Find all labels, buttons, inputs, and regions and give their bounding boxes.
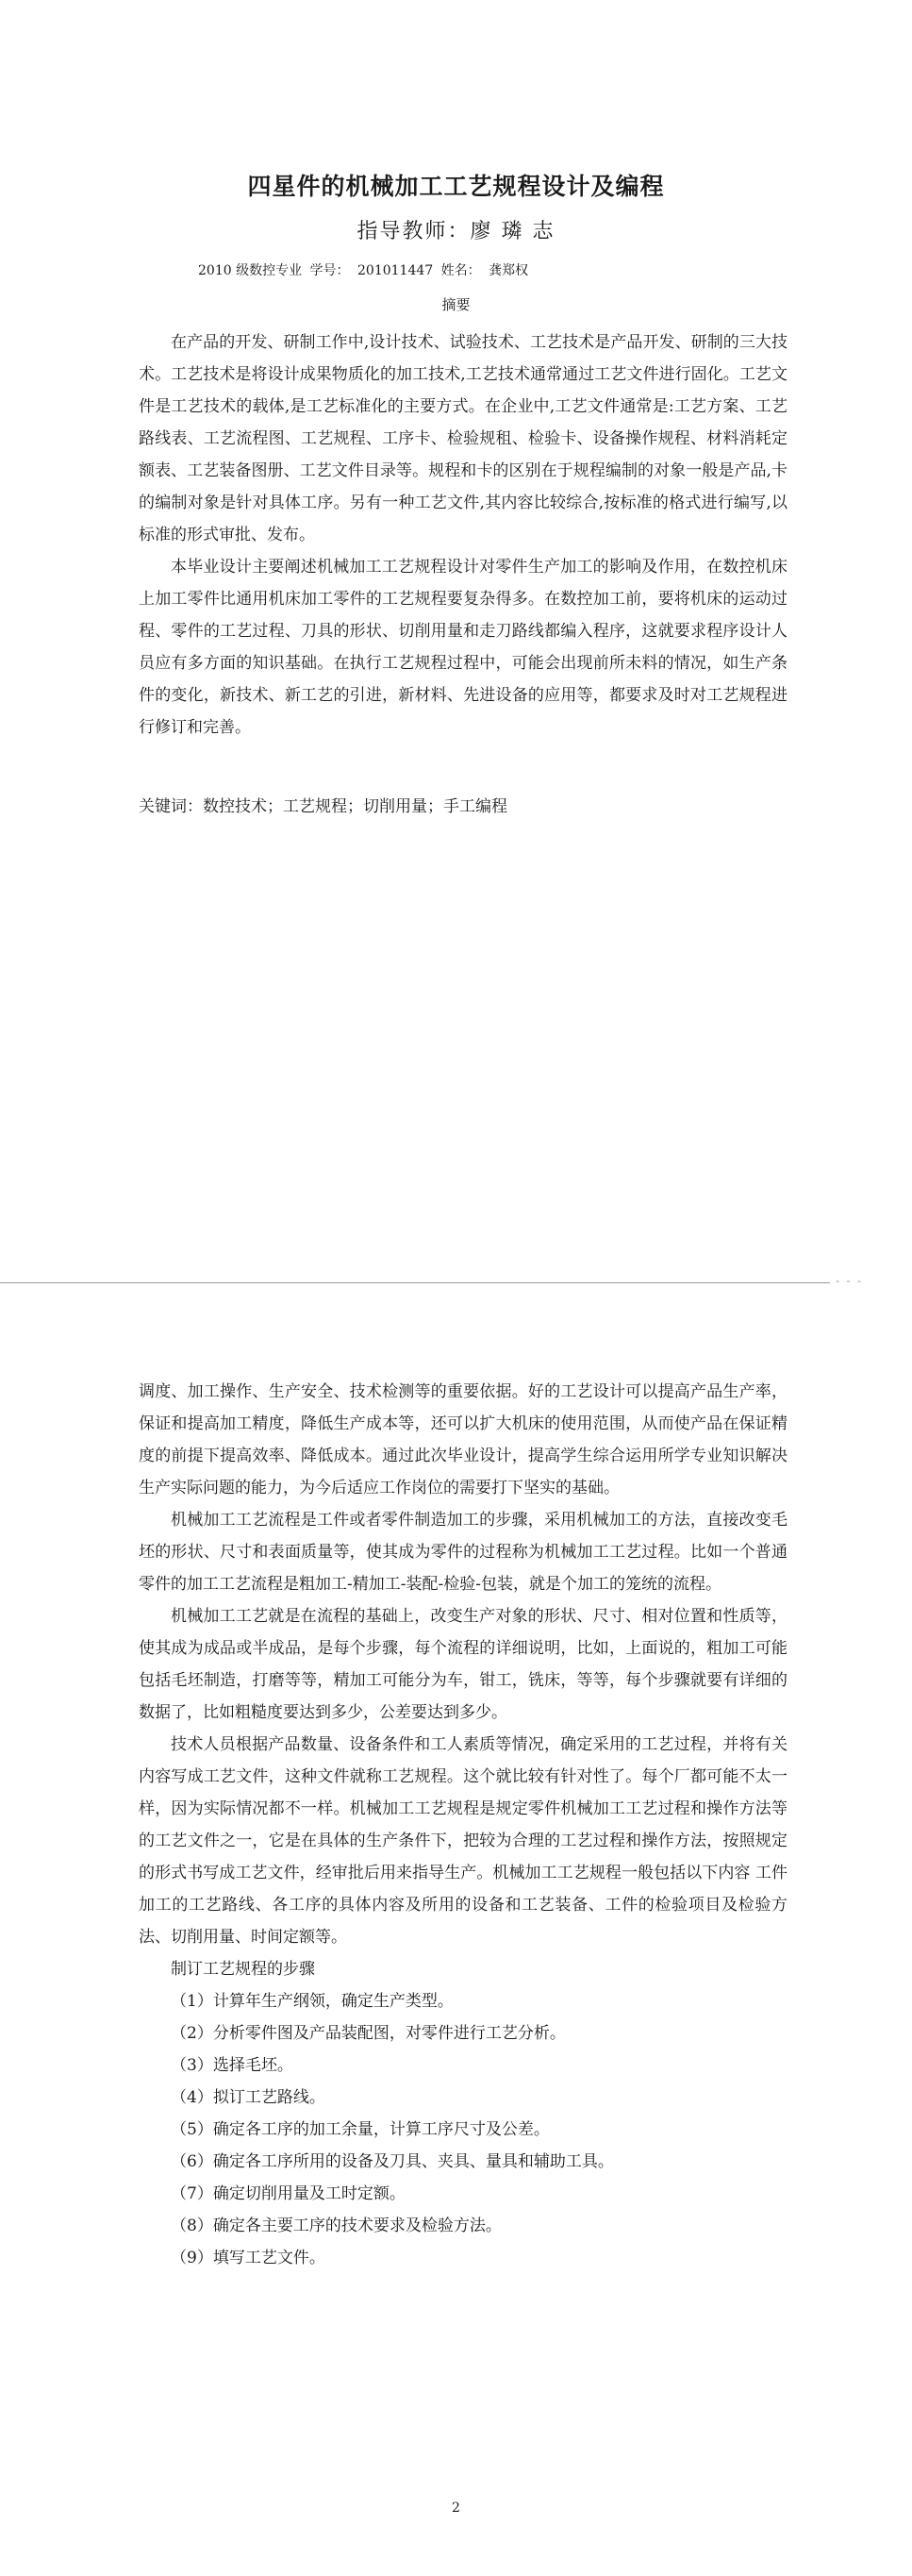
page-divider (0, 1282, 830, 1283)
step-item: （7）确定切削用量及工时定额。 (171, 2184, 406, 2203)
student-name: 龚郑权 (489, 263, 529, 278)
body-paragraph: 技术人员根据产品数量、设备条件和工人素质等情况，确定采用的工艺过程，并将有关内容写成工艺文件，这种文件就称工艺规程。这个就比较有针对性了。每个厂都可能不太一样，因为实际情况都不一样。机械加工工艺规程是规定零件机械加工工艺过程和操作方法等的工艺文件之一，它是在具体的生产条件下，把较为合理的工艺过程和操作方法，按照规定的形式书写成工艺文件，经审批后用来指导生产。机械加工工艺规程一般包括以下内容 工件加工的工艺路线、各工序的具体内容及所用的设备和工艺装备、工件的检验项目及检验方法、切削用量、时间定额等。 (139, 1735, 788, 1947)
steps-list (139, 1985, 788, 2274)
step-item: （8）确定各主要工序的技术要求及检验方法。 (171, 2216, 502, 2235)
keywords-line: 关键词：数控技术；工艺规程；切削用量；手工编程 (139, 797, 507, 816)
body-paragraph: 机械加工工艺就是在流程的基础上，改变生产对象的形状、尺寸、相对位置和性质等，使其成为成品或半成品，是每个步骤，每个流程的详细说明，比如，上面说的，粗加工可能包括毛坯制造，打磨等等，精加工可能分为车，钳工，铣床，等等，每个步骤就要有详细的数据了，比如粗糙度要达到多少，公差要达到多少。 (139, 1607, 788, 1722)
step-item: （4）拟订工艺路线。 (171, 2088, 325, 2107)
document-title: 四星件的机械加工工艺规程设计及编程 (247, 173, 665, 200)
document-page-1 (0, 0, 912, 1283)
step-item: （6）确定各工序所用的设备及刀具、夹具、量具和辅助工具。 (171, 2152, 614, 2171)
abstract-paragraph: 在产品的开发、研制工作中,设计技术、试验技术、工艺技术是产品开发、研制的三大技术。工艺技术是将设计成果物质化的加工技术,工艺技术通常通过工艺文件进行固化。工艺文件是工艺技术的载体,是工艺标准化的主要方式。在企业中,工艺文件通常是:工艺方案、工艺路线表、工艺流程图、工艺规程、工序卡、检验规租、检验卡、设备操作规程、材料消耗定额表、工艺装备图册、工艺文件目录等。规程和卡的区别在于规程编制的对象一般是产品,卡的编制对象是针对具体工序。另有一种工艺文件,其内容比较综合,按标准的格式进行编写,以标准的形式审批、发布。 (139, 333, 788, 544)
step-item: （9）填写工艺文件。 (171, 2249, 325, 2267)
student-id: 201011447 (357, 263, 434, 278)
step-item: （1）计算年生产纲领，确定生产类型。 (171, 1992, 454, 2011)
abstract-body (139, 326, 788, 744)
steps-title: 制订工艺规程的步骤 (171, 1960, 315, 1979)
abstract-paragraph: 本毕业设计主要阐述机械加工工艺规程设计对零件生产加工的影响及作用，在数控机床上加工零件比通用机床加工零件的工艺规程要复杂得多。在数控加工前，要将机床的运动过程、零件的工艺过程、刀具的形状、切削用量和走刀路线都编入程序，这就要求程序设计人员应有多方面的知识基础。在执行工艺规程过程中，可能会出现前所未料的情况，如生产条件的变化，新技术、新工艺的引进，新材料、先进设备的应用等，都要求及时对工艺规程进行修订和完善。 (139, 558, 788, 737)
page-2-body (139, 1376, 788, 2274)
advisor-line: 指导教师：廖 璘 志 (357, 220, 555, 243)
document-page-2 (0, 1300, 912, 2576)
step-item: （5）确定各工序的加工余量，计算工序尺寸及公差。 (171, 2120, 550, 2139)
class-text: 2010 级数控专业 (198, 263, 303, 278)
abstract-heading: 摘要 (441, 296, 471, 313)
student-id-label: 学号： (309, 263, 350, 278)
step-item: （2）分析零件图及产品装配图，对零件进行工艺分析。 (171, 2024, 566, 2043)
student-info (198, 260, 532, 279)
body-paragraph: 调度、加工操作、生产安全、技术检测等的重要依据。好的工艺设计可以提高产品生产率，保证和提高加工精度，降低生产成本等，还可以扩大机床的使用范围，从而使产品在保证精度的前提下提高效率、降低成本。通过此次毕业设计，提高学生综合运用所学专业知识解决生产实际问题的能力，为今后适应工作岗位的需要打下坚实的基础。 (139, 1382, 788, 1497)
page-number: 2 (452, 2501, 460, 2516)
name-label: 姓名： (440, 263, 481, 278)
step-item: （3）选择毛坯。 (171, 2056, 293, 2075)
body-paragraph: 机械加工工艺流程是工件或者零件制造加工的步骤，采用机械加工的方法，直接改变毛坯的形状、尺寸和表面质量等，使其成为零件的过程称为机械加工工艺过程。比如一个普通零件的加工工艺流程是粗加工-精加工-装配-检验-包装，就是个加工的笼统的流程。 (139, 1511, 788, 1594)
divider-mark: - - - (836, 1275, 863, 1287)
